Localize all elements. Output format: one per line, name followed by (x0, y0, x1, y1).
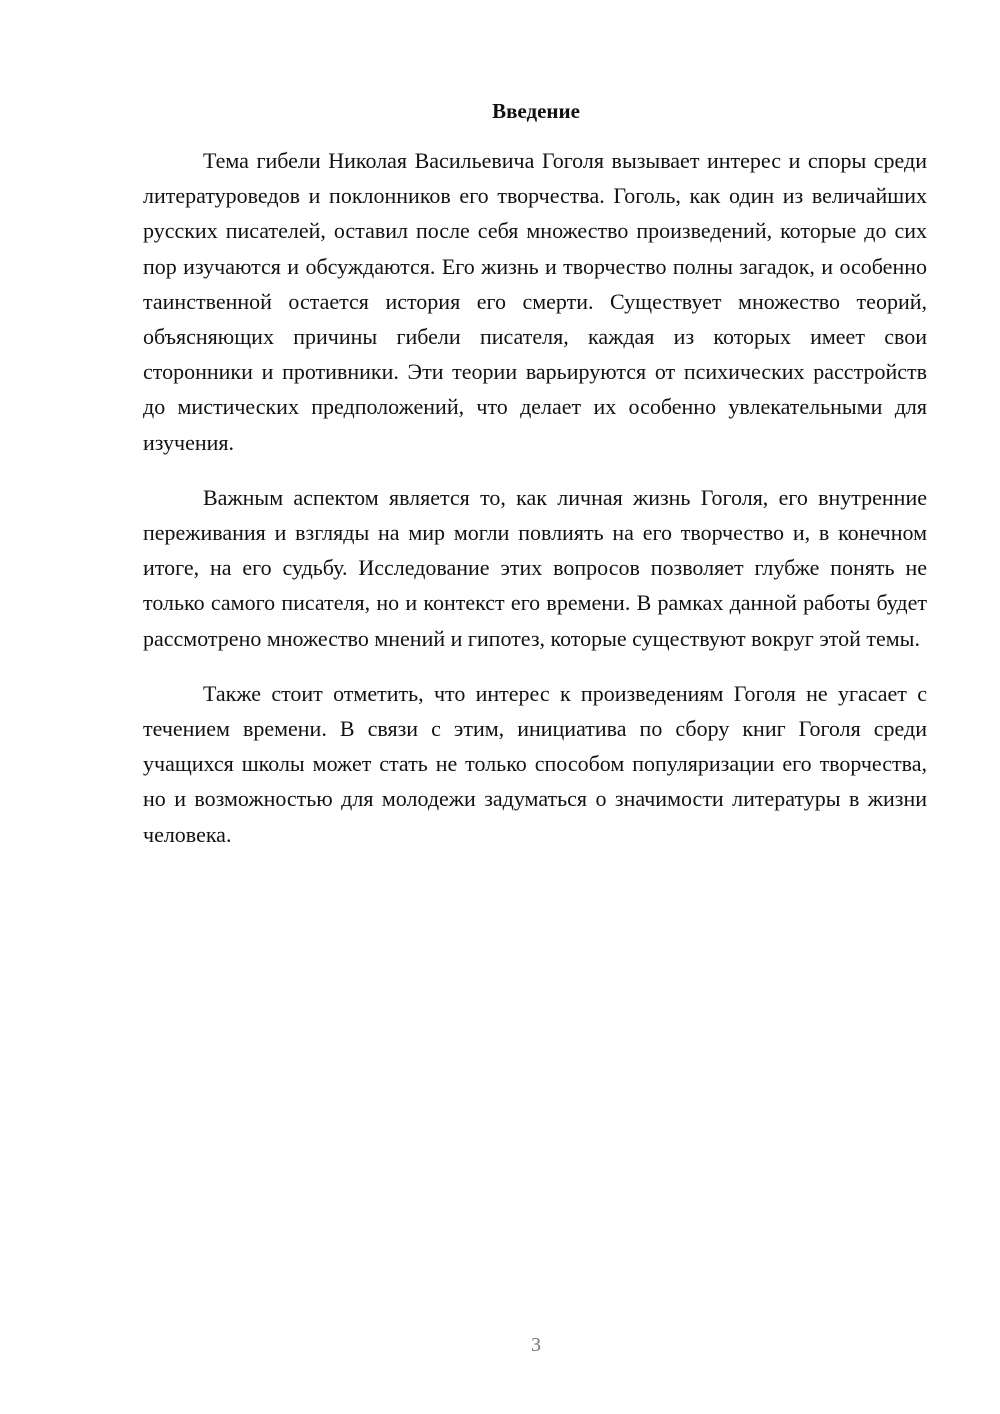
page-number: 3 (531, 1334, 541, 1356)
paragraph-1: Тема гибели Николая Васильевича Гоголя вызывает интерес и споры среди литературоведов и поклонников его творчества. Гоголь, как один из величайших русских писателей, оставил после себя множество произведений, которые до сих пор изучаются и обсуждаются. Его жизнь и творчество полны загадок, и особенно таинственной остается история его смерти. Существует множество теорий, объясняющих причины гибели писателя, каждая из которых имеет свои сторонники и противники. Эти теории варьируются от психических расстройств до мистических предположений, что делает их особенно увлекательными для изучения. (143, 148, 927, 455)
paragraph-3: Также стоит отметить, что интерес к произведениям Гоголя не угасает с течением времени. В связи с этим, инициатива по сбору книг Гоголя среди учащихся школы может стать не только способом популяризации его творчества, но и возможностью для молодежи задуматься о значимости литературы в жизни человека. (143, 680, 927, 847)
paragraph-2: Важным аспектом является то, как личная жизнь Гоголя, его внутренние переживания и взгляды на мир могли повлиять на его творчество и, в конечном итоге, на его судьбу. Исследование этих вопросов позволяет глубже понять не только самого писателя, но и контекст его времени. В рамках данной работы будет рассмотрено множество мнений и гипотез, которые существуют вокруг этой темы. (143, 484, 927, 651)
section-title: Введение (492, 99, 580, 123)
body-text (143, 143, 927, 872)
